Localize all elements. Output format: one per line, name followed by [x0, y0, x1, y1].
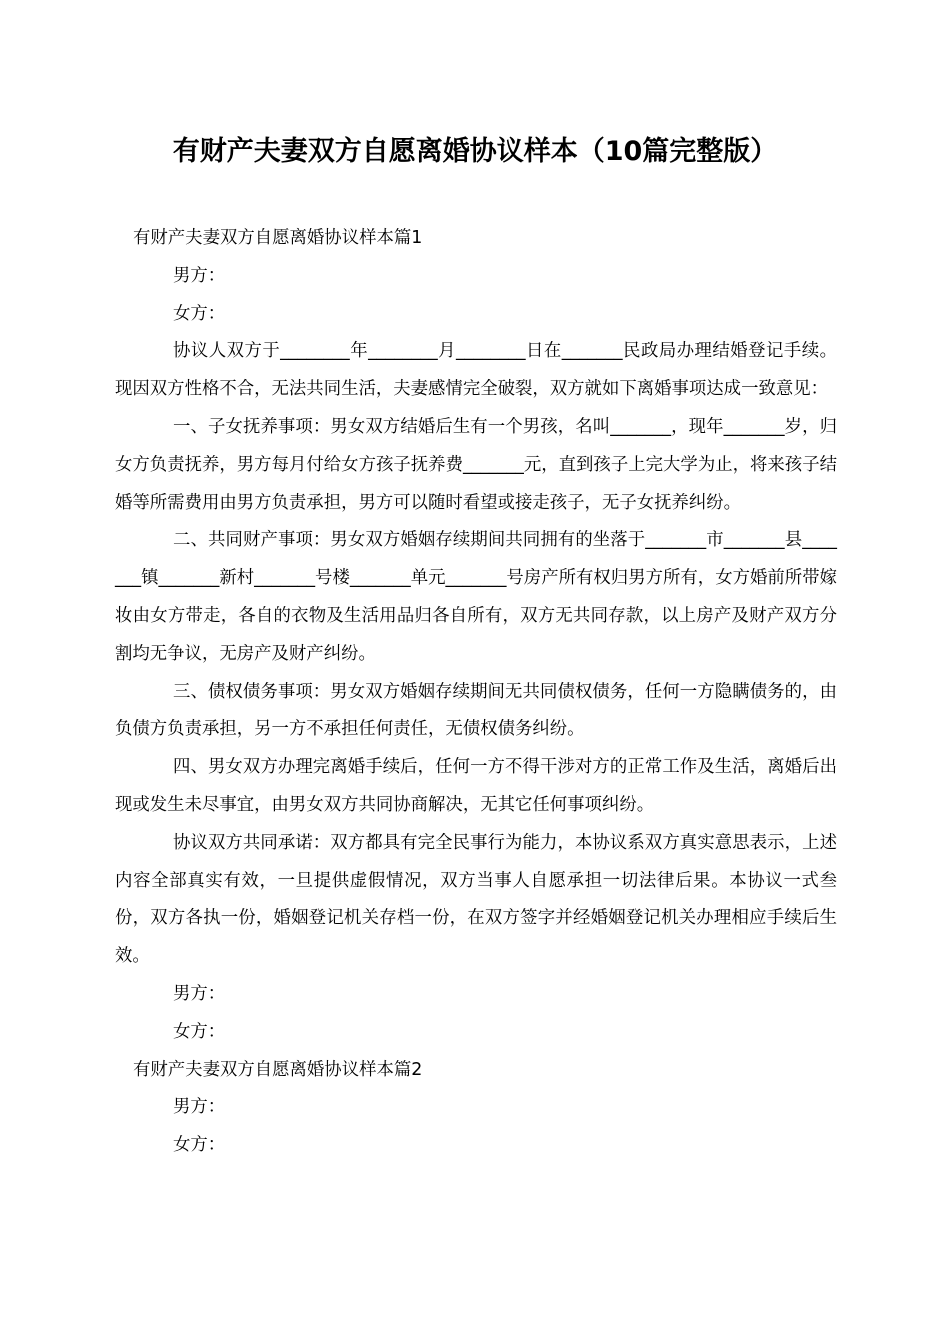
document-body	[115, 220, 837, 1165]
article-2-female-label: 女方：	[173, 1135, 226, 1156]
article-1-signature-female: 女方：	[173, 1021, 226, 1042]
article-2-heading: 有财产夫妻双方自愿离婚协议样本篇2	[133, 1059, 423, 1080]
article-1-clause-non-interference: 四、男女双方办理完离婚手续后，任何一方不得干涉对方的正常工作及生活，离婚后出现或发生未尽事宜，由男女双方共同协商解决，无其它任何事项纠纷。	[115, 757, 837, 815]
article-1-clause-child-custody: 一、子女抚养事项：男女双方结婚后生有一个男孩，名叫_______，现年_______岁，归女方负责抚养，男方每月付给女方孩子抚养费_______元，直到孩子上完大学为止，将来孩子结婚等所需费用由男方负责承担，男方可以随时看望或接走孩子，无子女抚养纠纷。	[115, 416, 837, 513]
article-1-female-label: 女方：	[173, 303, 226, 324]
article-1-heading: 有财产夫妻双方自愿离婚协议样本篇1	[133, 228, 423, 248]
article-1-male-label: 男方：	[173, 265, 226, 286]
article-1-intro: 协议人双方于________年________月________日在_______民政局办理结婚登记手续。现因双方性格不合，无法共同生活，夫妻感情完全破裂，双方就如下离婚事项达成一致意见：	[115, 341, 837, 400]
article-1-signature-male: 男方：	[173, 983, 226, 1004]
article-1-clause-joint-property: 二、共同财产事项：男女双方婚姻存续期间共同拥有的坐落于_______市_______县_______镇_______新村_______号楼_______单元_______号房产所有权归男方所有，女方婚前所带嫁妆由女方带走，各自的衣物及生活用品归各自所有，双方无共同存款，以上房产及财产双方分割均无争议，无房产及财产纠纷。	[115, 530, 837, 664]
document-title: 有财产夫妻双方自愿离婚协议样本（10篇完整版）	[172, 136, 778, 167]
article-1-commitment: 协议双方共同承诺：双方都具有完全民事行为能力，本协议系双方真实意思表示，上述内容全部真实有效，一旦提供虚假情况，双方当事人自愿承担一切法律后果。本协议一式叁份，双方各执一份，婚姻登记机关存档一份，在双方签字并经婚姻登记机关办理相应手续后生效。	[115, 832, 837, 967]
article-2-male-label: 男方：	[173, 1097, 226, 1118]
article-1-clause-debts: 三、债权债务事项：男女双方婚姻存续期间无共同债权债务，任何一方隐瞒债务的，由负债方负责承担，另一方不承担任何责任，无债权债务纠纷。	[115, 681, 837, 740]
